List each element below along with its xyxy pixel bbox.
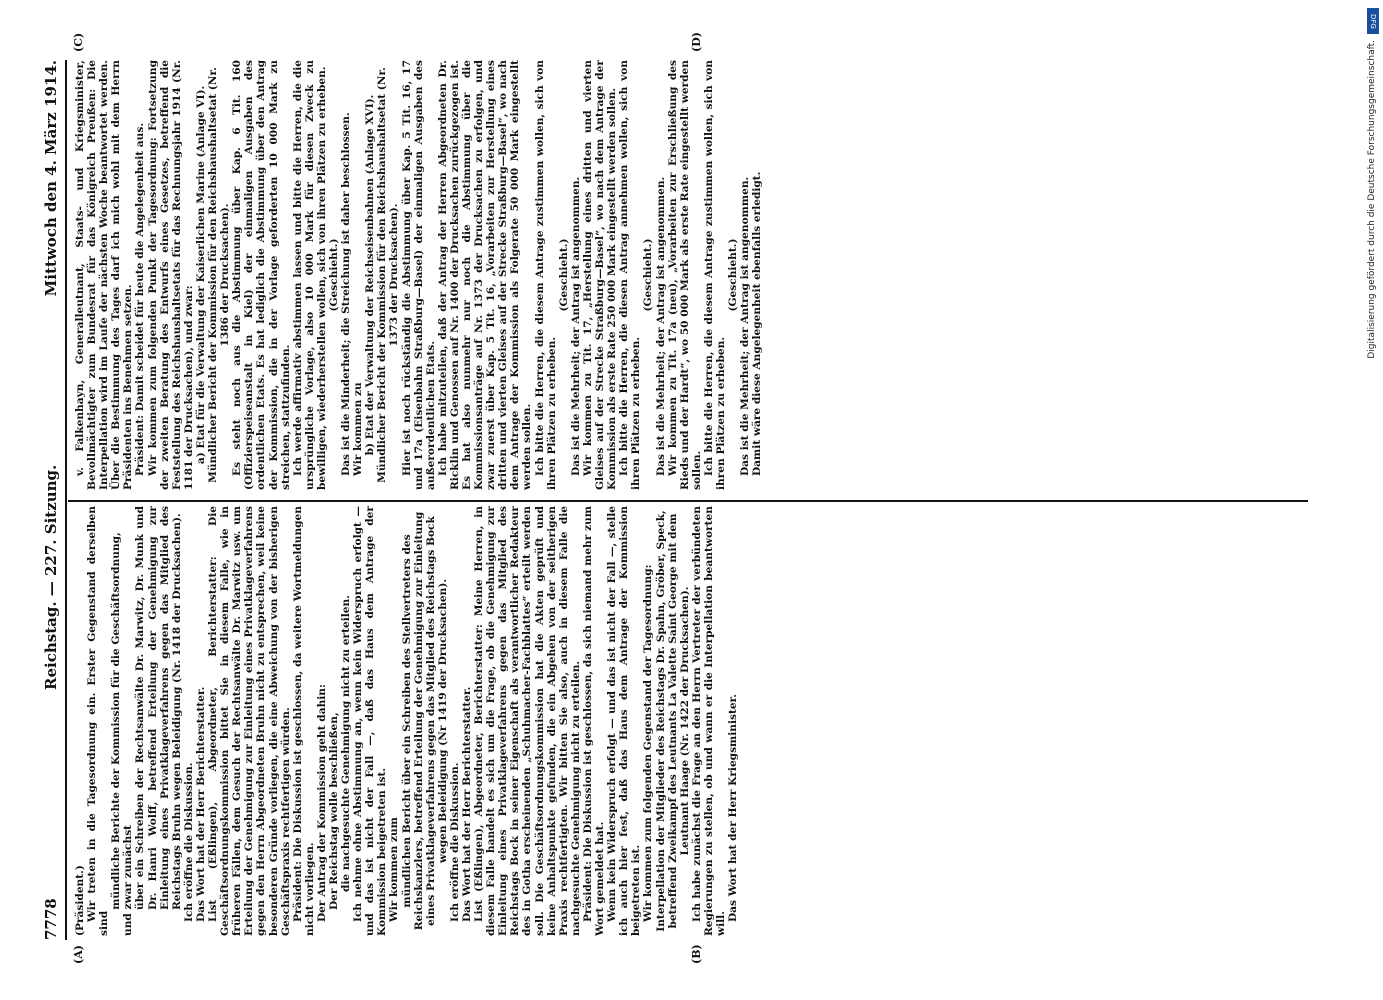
paragraph: (Geschieht.)	[727, 238, 740, 312]
paragraph: über ein Schreiben der Rechtsanwälte Dr. Marwitz, Dr. Munk und Dr. Hanri Wolff, betreffend Erteilung der Genehmigung zur Einleitung eines Privatklageverfahrens gegen das Mitglied des Reichstags Bruhn wegen Beleidigung (Nr. 1418 der Drucksachen).	[134, 506, 183, 910]
paragraph: Das Wort hat der Herr Berichterstatter.	[461, 686, 473, 922]
margin-mark-a: (A)	[72, 945, 85, 964]
paragraph: Das Wort hat der Herr Berichterstatter.	[194, 686, 207, 922]
session-title: Reichstag. — 227. Sitzung.	[42, 464, 60, 690]
dfg-logo: DFG	[1367, 8, 1379, 34]
paragraph: Wenn kein Widerspruch erfolgt — und das ist nicht der Fall —, stelle ich auch hier fest, daß das Haus dem Antrage der Kommission beigetreten ist.	[606, 506, 643, 936]
paragraph: (Präsident.)	[74, 865, 86, 936]
paragraph: Ich werde affirmativ abstimmen lassen und bitte die Herren, die die ursprüngliche Vorlage, also 10 000 Mark für diesen Zweck zu bewilligen, wiederherstellen wollen, sich von ihren Plätzen zu erheben.	[291, 60, 328, 490]
page-number: 7778	[42, 898, 60, 940]
paragraph: Wir treten in die Tagesordnung ein. Erster Gegenstand derselben sind	[86, 506, 111, 936]
column-divider	[68, 500, 1308, 502]
paragraph: Damit wäre diese Angelegenheit ebenfalls erledigt.	[751, 171, 764, 476]
paragraph: die nachgesuchte Genehmigung nicht zu erteilen.	[340, 595, 353, 892]
paragraph: mündliche Berichte der Kommission für die Geschäftsordnung,	[110, 532, 123, 910]
paragraph: (Geschieht.)	[327, 238, 340, 312]
margin-mark-c: (C)	[72, 32, 85, 52]
paragraph: Präsident: Die Diskussion ist geschlossen, da sich niemand mehr zum Wort gemeldet hat.	[581, 506, 607, 936]
paragraph: Der Reichstag wolle beschließen,	[327, 712, 340, 910]
paragraph: Der Antrag der Kommission geht dahin:	[315, 684, 328, 922]
paragraph: mündlichen Bericht über ein Schreiben des Stellvertreters des Reichskanzlers, betreffend Erteilung der Genehmigung zur Einleitung eines Privatklageverfahrens gegen das Mitglied des Reichstags Bock wegen Beleidigung (Nr 1419 der Drucksachen).	[400, 511, 449, 931]
paragraph: (Geschieht.)	[642, 238, 655, 312]
paragraph: Hier ist noch rückständig die Abstimmung über Kap. 5 Tit. 16, 17 und 17a (Eisenbahn Straßburg—Basel) der einmaligen Ausgaben des außerordentlichen Etats.	[400, 60, 437, 490]
paragraph: Wir kommen zum folgenden Punkt der Tagesordnung: Fortsetzung der zweiten Beratung des Entwurfs eines Gesetzes, betreffend die Feststellung des Reichshaushaltsetats für das Rechnungsjahr 1914 (Nr. 1181 der Drucksachen), und zwar:	[146, 60, 195, 490]
paragraph: Ich bitte die Herren, die diesem Antrage zustimmen wollen, sich von ihren Plätzen zu erheben.	[702, 60, 727, 490]
paragraph: Wir kommen zu Tit. 17, „Herstellung eines dritten und vierten Gleises auf der Strecke Straßburg—Basel“, wo nach dem Antrage der Kommission als erste Rate 250 000 Mark eingestellt werden sollen.	[581, 60, 619, 490]
paragraph: Wir kommen zu	[352, 382, 365, 476]
page-header	[38, 60, 64, 940]
paragraph: Mündlicher Bericht der Kommission für den Reichshaushaltsetat (Nr. 1373 der Drucksachen).	[376, 67, 401, 483]
paragraph: Wir kommen zum	[388, 817, 401, 922]
paragraph: Ich habe mitzuteilen, daß der Antrag der Herren Abgeordneten Dr. Ricklin und Genossen auf Nr. 1400 der Drucksachen zurückgezogen ist. Es hat also nunmehr nur noch die Abstimmung über die Kommissionsanträge auf Nr. 1373 der Drucksachen zu erfolgen, und zwar zuerst über Kap. 5 Tit. 16, „Vorarbeiten zur Herstellung eines dritten und vierten Gleises auf der Strecke Straßburg—Basel“, wo nach dem Antrage der Kommission als Folgerate 50 000 Mark eingestellt werden sollen.	[436, 60, 534, 490]
margin-mark-b: (B)	[690, 944, 703, 964]
digitization-note: Digitalisierung gefördert durch die Deutsche Forschungsgemeinschaft.	[1367, 40, 1377, 359]
paragraph: a) Etat für die Verwaltung der Kaiserlichen Marine (Anlage VI).	[194, 85, 207, 465]
paragraph: und zwar zunächst	[122, 824, 135, 936]
paragraph: Ich bitte die Herren, die diesem Antrage zustimmen wollen, sich von ihren Plätzen zu erheben.	[533, 60, 558, 490]
paragraph: Interpellation der Mitglieder des Reichstags Dr. Spahn, Gröber, Speck, betreffend Zweikampf des Leutnants La Valette Saint George mit dem Leutnant Haage (Nr. 1422 der Drucksachen).	[654, 510, 691, 932]
right-column	[74, 60, 763, 490]
paragraph: b) Etat der Verwaltung der Reichseisenbahnen (Anlage XVI).	[364, 94, 377, 456]
left-column	[74, 506, 739, 936]
paragraph: Wir kommen zum folgenden Gegenstand der Tagesordnung:	[642, 564, 655, 922]
paragraph: Ich bitte die Herren, die diesen Antrag annehmen wollen, sich von ihren Plätzen zu erheben.	[618, 60, 643, 490]
paragraph: List (Eßlingen), Abgeordneter, Berichterstatter: Meine Herren, in diesem Falle handelt es sich um die Frage, ob die Genehmigung zur Einleitung eines Privatklageverfahrens gegen das Mitglied des Reichstags Bock in seiner Eigenschaft als verantwortlicher Redakteur des in Gotha erscheinenden „Schuhmacher-Fachblattes“ erteilt werden soll. Die Geschäftsordnungskommission hat die Akten geprüft und keine Anhaltspunkte gefunden, die ein Abgehen von der seitherigen Praxis rechtfertigten. Wir bitten Sie also, auch in diesem Falle die nachgesuchte Genehmigung nicht zu erteilen.	[473, 506, 582, 936]
paragraph: Ich nehme ohne Abstimmung an, wenn kein Widerspruch erfolgt — und das ist nicht der Fall —, daß das Haus dem Antrage der Kommission beigetreten ist.	[352, 506, 389, 936]
session-date: Mittwoch den 4. März 1914.	[42, 60, 60, 297]
paragraph: Präsident: Die Diskussion ist geschlossen, da weitere Wortmeldungen nicht vorliegen.	[291, 506, 316, 936]
paragraph: Ich eröffne die Diskussion.	[448, 762, 461, 922]
paragraph: Es steht noch aus die Abstimmung über Kap. 6 Tit. 160 (Offizierspeiseanstalt in Kiel) der einmaligen Ausgaben des ordentlichen Etats. Es hat lediglich die Abstimmung über den Antrag der Kommission, die in der Vorlage geforderten 10 000 Mark zu streichen, stattzufinden.	[231, 60, 292, 490]
paragraph: Präsident: Damit scheidet für heute die Angelegenheit aus.	[134, 122, 147, 476]
paragraph: Das Wort hat der Herr Kriegsminister.	[727, 694, 740, 922]
paragraph: Das ist die Mehrheit; der Antrag ist angenommen.	[569, 176, 582, 476]
header-rule	[65, 60, 67, 940]
margin-mark-d: (D)	[690, 32, 703, 52]
paragraph: List (Eßlingen), Abgeordneter, Berichterstatter: Die Geschäftsordnungskommission bittet Sie in diesem Falle, wie in früheren Fällen, dem Gesuch der Rechtsanwälte Dr. Marwitz usw. um Erteilung der Genehmigung zur Einleitung eines Privatklageverfahrens gegen den Herrn Abgeordneten Bruhn nicht zu entsprechen, weil keine besonderen Gründe vorliegen, die eine Abweichung von der bisherigen Geschäftspraxis rechtfertigen würden.	[207, 506, 292, 936]
paragraph: Das ist die Mehrheit; der Antrag ist angenommen.	[654, 176, 667, 476]
paragraph: v. Falkenhayn, Generalleutnant, Staats- und Kriegsminister, Bevollmächtigter zum Bundesrat für das Königreich Preußen: Die Interpellation wird im Laufe der nächsten Woche beantwortet werden. Über die Bestimmung des Tages darf ich mich wohl mit dem Herrn Präsidenten ins Benehmen setzen.	[74, 60, 135, 490]
paragraph: Wir kommen zu Tit. 17a (neu), „Vorarbeiten zur Erschließung des Rieds und der Hardt“, wo 50 000 Mark als erste Rate eingestellt werden sollen.	[666, 60, 703, 490]
paragraph: Das ist die Minderheit; die Streichung ist daher beschlossen.	[340, 112, 353, 476]
paragraph: Ich habe zunächst die Frage an den Herrn Vertreter der verbündeten Regierungen zu stellen, ob und wann er die Interpellation beantworten will.	[690, 506, 727, 936]
paragraph: Ich eröffne die Diskussion.	[182, 762, 195, 922]
paragraph: (Geschieht.)	[557, 238, 570, 312]
paragraph: Das ist die Mehrheit; der Antrag ist angenommen.	[739, 176, 752, 476]
paragraph: Mündlicher Bericht der Kommission für den Reichshaushaltsetat (Nr. 1386 der Drucksachen).	[207, 67, 232, 483]
